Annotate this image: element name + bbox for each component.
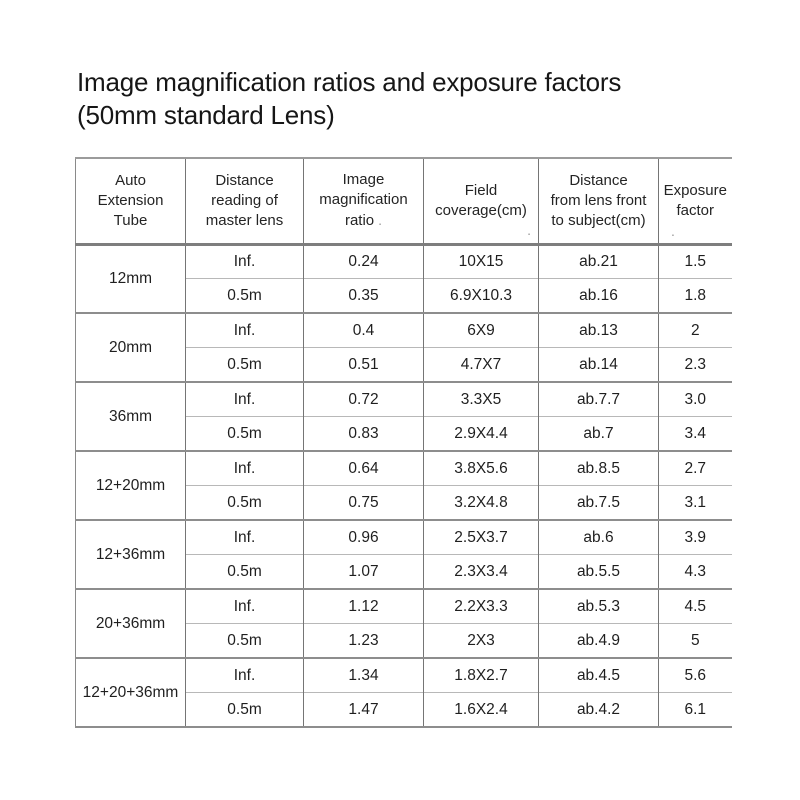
reading-cell: Inf. [186,244,304,279]
group-12-36mm [76,520,732,589]
distance-cell: ab.8.5 [539,451,659,486]
reading-cell: Inf. [186,382,304,417]
distance-cell: ab.4.9 [539,624,659,659]
group-20-36mm [76,589,732,658]
distance-cell: ab.5.3 [539,589,659,624]
reading-cell: 0.5m [186,555,304,590]
distance-cell: ab.4.5 [539,658,659,693]
ratio-cell: 0.96 [304,520,424,555]
exposure-cell: 3.4 [659,417,732,452]
tube-cell: 12+36mm [95,545,166,563]
table-row [76,520,732,555]
exposure-cell: 2 [659,313,732,348]
reading-cell: Inf. [186,589,304,624]
stray-dot: . [378,212,383,229]
header-row [76,158,732,244]
coverage-cell: 2.2X3.3 [424,589,539,624]
table-row [76,451,732,486]
tube-cell: 36mm [108,407,153,425]
ratio-cell: 0.75 [304,486,424,521]
reading-cell: 0.5m [186,348,304,383]
ratio-cell: 0.4 [304,313,424,348]
group-36mm [76,382,732,451]
col-header-lens-to-subject: Distance from lens front to subject(cm) [539,158,659,244]
distance-cell: ab.13 [539,313,659,348]
exposure-cell: 3.1 [659,486,732,521]
ratio-cell: 0.24 [304,244,424,279]
exposure-cell: 3.0 [659,382,732,417]
ratio-cell: 0.72 [304,382,424,417]
page-title-line1: Image magnification ratios and exposure factors [77,67,622,97]
stray-dot: . [527,221,531,238]
page-title-line2: (50mm standard Lens) [77,100,335,130]
magnification-table-wrap [75,157,732,728]
coverage-cell: 3.2X4.8 [424,486,539,521]
distance-cell: ab.4.2 [539,693,659,728]
coverage-cell: 10X15 [424,244,539,279]
group-12-20mm [76,451,732,520]
exposure-cell: 1.8 [659,279,732,314]
exposure-cell: 4.3 [659,555,732,590]
exposure-cell: 2.3 [659,348,732,383]
page-title [77,66,621,132]
exposure-cell: 4.5 [659,589,732,624]
col-header-distance-reading: Distance reading of master lens [186,158,304,244]
table-row [76,244,732,279]
col-header-auto-extension-tube: Auto Extension Tube [76,158,186,244]
group-12-20-36mm [76,658,732,727]
distance-cell: ab.7.5 [539,486,659,521]
exposure-cell: 1.5 [659,244,732,279]
exposure-cell: 5 [659,624,732,659]
group-12mm [76,244,732,313]
col-header-exposure-factor: Exposure factor . [659,158,732,244]
distance-cell: ab.14 [539,348,659,383]
distance-cell: ab.6 [539,520,659,555]
table-row [76,382,732,417]
coverage-cell: 2.9X4.4 [424,417,539,452]
tube-cell: 20+36mm [95,614,166,632]
group-20mm [76,313,732,382]
coverage-cell: 1.6X2.4 [424,693,539,728]
ratio-cell: 0.83 [304,417,424,452]
coverage-cell: 4.7X7 [424,348,539,383]
table-row [76,589,732,624]
ratio-cell: 1.47 [304,693,424,728]
magnification-table [75,157,732,728]
reading-cell: Inf. [186,313,304,348]
ratio-cell: 0.64 [304,451,424,486]
table-header [76,158,732,244]
exposure-cell: 3.9 [659,520,732,555]
ratio-cell: 0.35 [304,279,424,314]
tube-cell: 20mm [108,338,153,356]
distance-cell: ab.21 [539,244,659,279]
coverage-cell: 3.3X5 [424,382,539,417]
reading-cell: Inf. [186,520,304,555]
coverage-cell: 1.8X2.7 [424,658,539,693]
reading-cell: Inf. [186,658,304,693]
exposure-cell: 5.6 [659,658,732,693]
distance-cell: ab.5.5 [539,555,659,590]
ratio-cell: 1.07 [304,555,424,590]
coverage-cell: 2X3 [424,624,539,659]
coverage-cell: 2.3X3.4 [424,555,539,590]
col-header-field-coverage: Field coverage(cm) . [424,158,539,244]
stray-dot: . [671,222,675,239]
table-row [76,658,732,693]
exposure-cell: 6.1 [659,693,732,728]
ratio-cell: 1.12 [304,589,424,624]
reading-cell: 0.5m [186,417,304,452]
coverage-cell: 6X9 [424,313,539,348]
exposure-cell: 2.7 [659,451,732,486]
col-header-magnification-ratio: Image magnification ratio . [304,158,424,244]
coverage-cell: 2.5X3.7 [424,520,539,555]
tube-cell: 12+20+36mm [82,683,179,701]
reading-cell: 0.5m [186,624,304,659]
ratio-cell: 1.23 [304,624,424,659]
tube-cell: 12mm [108,269,153,287]
distance-cell: ab.7 [539,417,659,452]
coverage-cell: 3.8X5.6 [424,451,539,486]
tube-cell: 12+20mm [95,476,166,494]
reading-cell: 0.5m [186,693,304,728]
reading-cell: Inf. [186,451,304,486]
reading-cell: 0.5m [186,486,304,521]
distance-cell: ab.7.7 [539,382,659,417]
coverage-cell: 6.9X10.3 [424,279,539,314]
table-row [76,313,732,348]
ratio-cell: 0.51 [304,348,424,383]
distance-cell: ab.16 [539,279,659,314]
reading-cell: 0.5m [186,279,304,314]
ratio-cell: 1.34 [304,658,424,693]
